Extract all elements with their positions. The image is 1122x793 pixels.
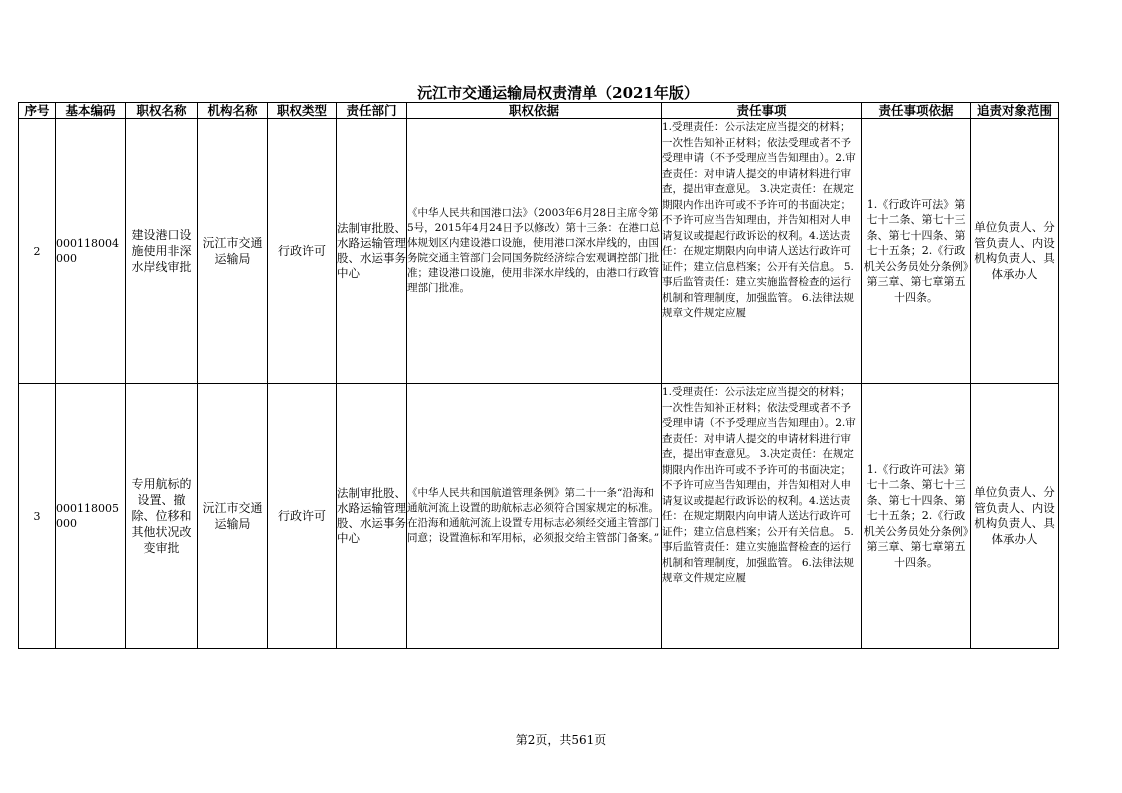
cell-responsibility	[662, 119, 862, 384]
cell-org-name: 沅江市交通运输局	[198, 384, 268, 649]
cell-dept: 法制审批股、水路运输管理股、水运事务中心	[337, 384, 407, 649]
cell-power-name: 专用航标的设置、撤除、位移和其他状况改变审批	[126, 384, 198, 649]
header-resp-basis: 责任事项依据	[862, 103, 971, 119]
cell-seq: 3	[19, 384, 56, 649]
cell-dept: 法制审批股、水路运输管理股、水运事务中心	[337, 119, 407, 384]
cell-accountability: 单位负责人、分管负责人、内设机构负责人、具体承办人	[971, 384, 1059, 649]
page-footer: 第2页，共561页	[515, 733, 607, 747]
cell-power-type: 行政许可	[268, 384, 337, 649]
responsibility-text: 1.受理责任：公示法定应当提交的材料；一次性告知补正材料；依法受理或者不予受理申请（不予受理应当告知理由）。2.审查责任：对申请人提交的申请材料进行审查，提出审查意见。 3.决定责任：在规定期限内作出许可或不予许可的书面决定；不予许可应当告知理由，并告知相对人申请复议或提起行政诉讼的权利。4.送达责任：在规定期限内向申请人送达行政许可证件；建立信息档案；公开有关信息。 5.事后监管责任：建立实施监督检查的运行机制和管理制度，加强监管。 6.法律法规规章文件规定应履	[662, 386, 856, 584]
cell-seq: 2	[19, 119, 56, 384]
header-seq: 序号	[19, 103, 56, 119]
table-header-row	[19, 103, 1059, 119]
cell-code: 000118005000	[56, 384, 126, 649]
header-responsibility: 责任事项	[662, 103, 862, 119]
header-accountability: 追责对象范围	[971, 103, 1059, 119]
cell-basis: 《中华人民共和国港口法》（2003年6月28日主席令第5号，2015年4月24日予以修改）第十三条：在港口总体规划区内建设港口设施，使用港口深水岸线的，由国务院交通主管部门会同国务院经济综合宏观调控部门批准；建设港口设施，使用非深水岸线的，由港口行政管理部门批准。	[407, 119, 662, 384]
header-code: 基本编码	[56, 103, 126, 119]
header-org-name: 机构名称	[198, 103, 268, 119]
cell-resp-basis: 1.《行政许可法》第七十二条、第七十三条、第七十四条、第七十五条；2.《行政机关公务员处分条例》第三章、第七章第五十四条。	[862, 119, 971, 384]
cell-power-type: 行政许可	[268, 119, 337, 384]
responsibility-table	[18, 102, 1059, 649]
responsibility-text: 1.受理责任：公示法定应当提交的材料；一次性告知补正材料；依法受理或者不予受理申请（不予受理应当告知理由）。2.审查责任：对申请人提交的申请材料进行审查，提出审查意见。 3.决定责任：在规定期限内作出许可或不予许可的书面决定；不予许可应当告知理由，并告知相对人申请复议或提起行政诉讼的权利。4.送达责任：在规定期限内向申请人送达行政许可证件；建立信息档案；公开有关信息。 5.事后监管责任：建立实施监督检查的运行机制和管理制度，加强监管。 6.法律法规规章文件规定应履	[662, 121, 856, 319]
cell-basis: 《中华人民共和国航道管理条例》第二十一条“沿海和通航河流上设置的助航标志必须符合国家规定的标准。在沿海和通航河流上设置专用标志必须经交通主管部门同意；设置渔标和军用标，必须报交给主管部门备案。”	[407, 384, 662, 649]
table-row	[19, 384, 1059, 649]
cell-responsibility	[662, 384, 862, 649]
table-row	[19, 119, 1059, 384]
document-title: 沅江市交通运输局权责清单（2021年版）	[417, 84, 699, 102]
cell-org-name: 沅江市交通运输局	[198, 119, 268, 384]
cell-resp-basis: 1.《行政许可法》第七十二条、第七十三条、第七十四条、第七十五条；2.《行政机关公务员处分条例》第三章、第七章第五十四条。	[862, 384, 971, 649]
cell-accountability: 单位负责人、分管负责人、内设机构负责人、具体承办人	[971, 119, 1059, 384]
cell-code: 000118004000	[56, 119, 126, 384]
cell-power-name: 建设港口设施使用非深水岸线审批	[126, 119, 198, 384]
header-basis: 职权依据	[407, 103, 662, 119]
header-power-type: 职权类型	[268, 103, 337, 119]
header-power-name: 职权名称	[126, 103, 198, 119]
header-dept: 责任部门	[337, 103, 407, 119]
